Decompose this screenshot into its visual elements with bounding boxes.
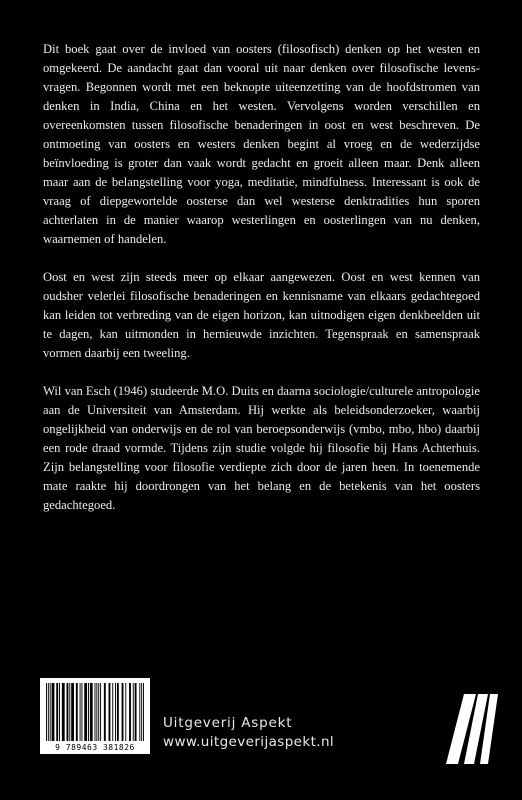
barcode-bar	[115, 683, 116, 741]
barcode-bar	[67, 683, 69, 741]
barcode-bar	[46, 683, 47, 741]
blurb-paragraph-intro: Dit boek gaat over de invloed van oosters (filosofisch) denken op het westen en omgekeerd. De aandacht gaat dan vooral uit naar denken over filosofische levensvragen. Begonnen wordt met een beknopte uiteenzetting van de hoofdstromen van denken in India, China en het westen. Vervolgens worden verschillen en overeenkomsten tussen filosofische benaderingen in oost en west beschreven. De ontmoeting van oosters en westers denken begint al vroeg en de wederzijdse beïnvloeding is groter dan vaak wordt gedacht en groeit alleen maar. Denk alleen maar aan de belangstelling voor yoga, meditatie, mindfulness. Interessant is ook de vraag of diepgewortelde oosterse dan wel westerse denktradities hun sporen achterlaten in de manier waarop westerlingen en oosterlingen van nu denken, waarnemen of handelen.	[43, 42, 480, 246]
barcode-bar	[139, 683, 140, 741]
barcode-bar	[143, 683, 144, 741]
barcode-bar	[71, 683, 74, 741]
publisher-name: Uitgeverij Aspekt	[163, 715, 293, 731]
barcode-bar	[76, 683, 78, 741]
barcode-bar	[135, 683, 137, 741]
barcode-bar	[56, 683, 58, 741]
blurb-text	[43, 40, 480, 534]
barcode-bar	[50, 683, 51, 741]
barcode-bar	[117, 683, 119, 741]
publisher-url: www.uitgeverijaspekt.nl	[163, 734, 335, 750]
barcode-bar	[96, 683, 97, 741]
barcode-bar	[95, 683, 96, 741]
isbn-digits: 9 789463 381826	[55, 743, 135, 752]
barcode-bar	[141, 683, 142, 741]
barcode-icon	[46, 683, 144, 741]
isbn-barcode	[40, 678, 150, 754]
barcode-bar	[125, 683, 126, 741]
blurb-paragraph-east-west: Oost en west zijn steeds meer op elkaar aangewezen. Oost en west kennen van oudsher velerlei filosofische benaderingen en kennisname van elkaars gedachtegoed kan leiden tot verbreding van de eigen horizon, kan uitnodigen eigen denkbeelden uit te dagen, kan uitmonden in hernieuwde inzichten. Tegenspraak en samenspraak vormen daarbij een tweeling.	[43, 270, 480, 360]
barcode-bar	[84, 683, 87, 741]
barcode-bar	[81, 683, 82, 741]
barcode-bar	[112, 683, 113, 741]
barcode-bar	[90, 683, 93, 741]
barcode-bar	[133, 683, 134, 741]
publisher-info	[163, 714, 334, 752]
barcode-bar	[104, 683, 106, 741]
barcode-bar	[80, 683, 81, 741]
barcode-bar	[62, 683, 65, 741]
blurb-paragraph-author-bio: Wil van Esch (1946) studeerde M.O. Duits en daarna sociologie/culturele antropologie aan de Universiteit van Amsterdam. Hij werkte als beleidsonderzoeker, waarbij ongelijkheid van onderwijs en de rol van beroepsonderwijs (vmbo, mbo, hbo) daarbij een rode draad vormde. Tijdens zijn studie volgde hij filosofie bij Hans Achterhuis. Zijn belangstelling voor filosofie verdiepte zich door de jaren heen. In toenemende mate raakte hij doordrongen van het belang en de betekenis van het oosters gedachtegoed.	[43, 384, 480, 512]
barcode-bar	[48, 683, 49, 741]
aspekt-stripes-logo-icon	[442, 694, 500, 764]
barcode-bar	[69, 683, 70, 741]
barcode-bar	[109, 683, 111, 741]
barcode-bar	[98, 683, 99, 741]
barcode-bar	[88, 683, 89, 741]
barcode-bar	[52, 683, 55, 741]
barcode-bar	[129, 683, 131, 741]
barcode-bar	[59, 683, 60, 741]
barcode-bar	[100, 683, 101, 741]
barcode-bar	[122, 683, 124, 741]
